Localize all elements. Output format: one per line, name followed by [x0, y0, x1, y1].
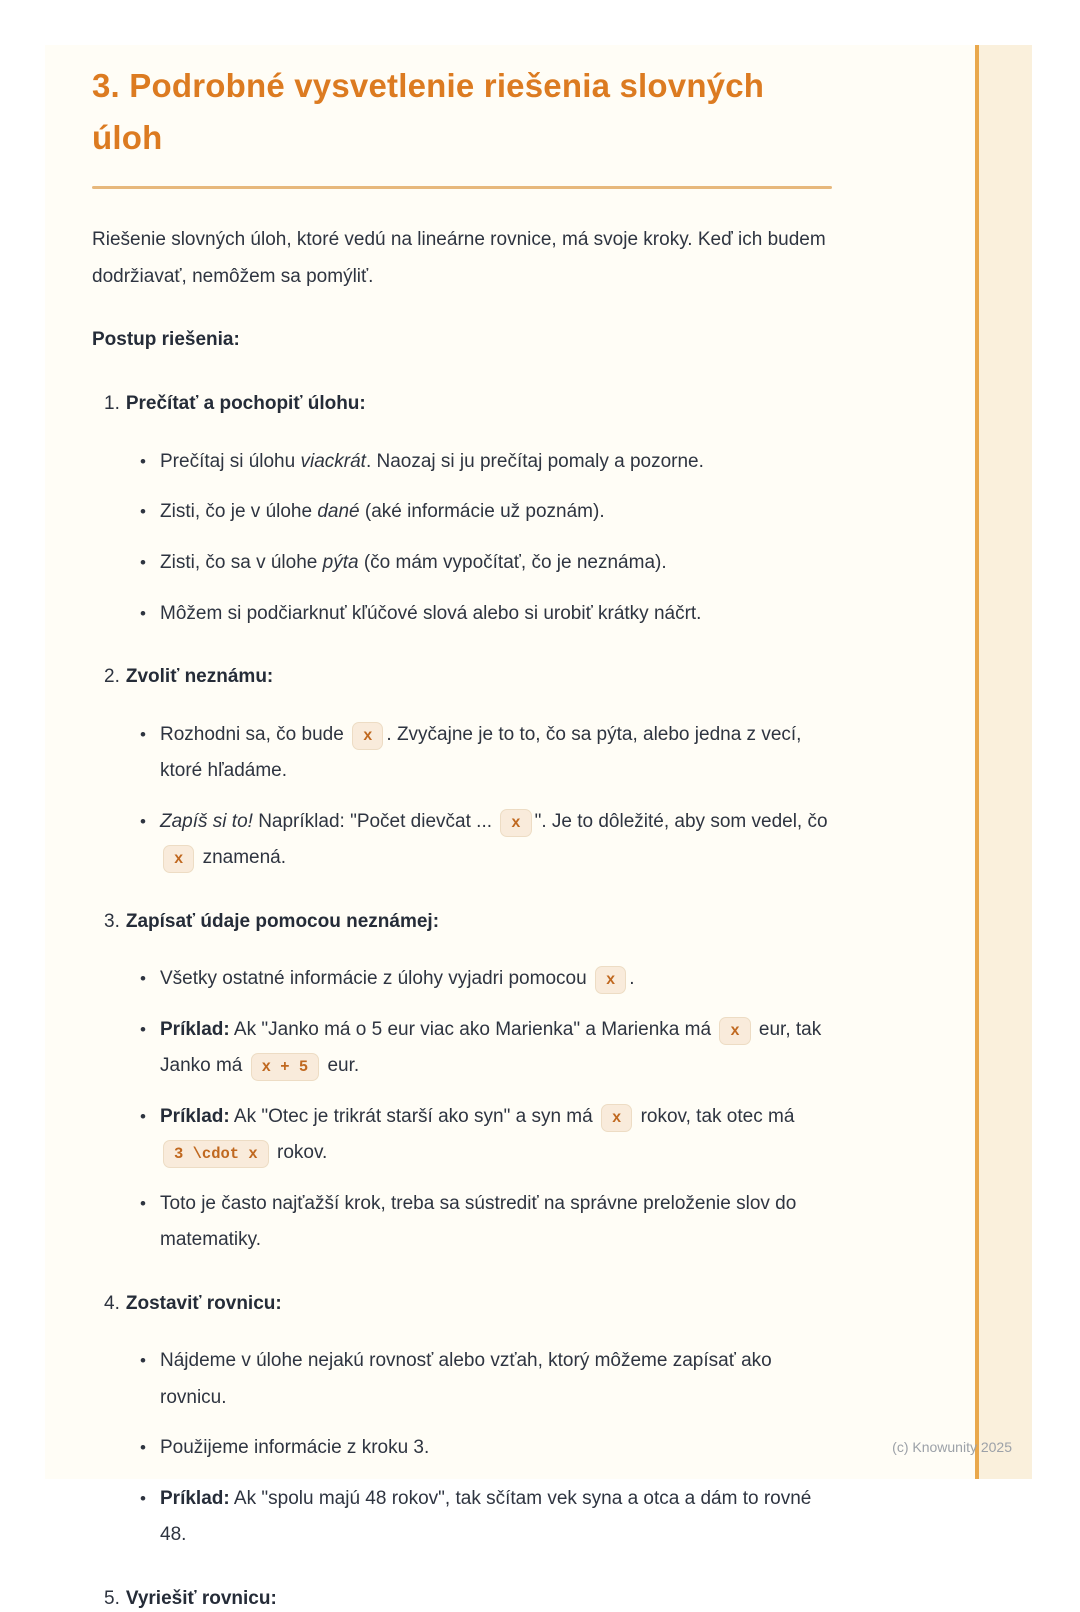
inline-code-chip: x + 5	[251, 1053, 320, 1081]
step-number: 3.	[104, 910, 120, 932]
bullet-marker: •	[140, 724, 146, 744]
bullet-marker: •	[140, 1438, 146, 1458]
bullet-marker: •	[140, 969, 146, 989]
bold-label: Príklad:	[160, 1105, 230, 1127]
inline-code-chip: x	[719, 1017, 750, 1045]
bullet-marker: •	[140, 603, 146, 623]
bullet-item	[140, 1481, 832, 1554]
bullet-item	[140, 1343, 832, 1416]
bullet-marker: •	[140, 811, 146, 831]
step-head	[92, 909, 832, 936]
step-head	[92, 1586, 832, 1612]
document-content	[92, 45, 832, 1612]
bullet-item	[140, 596, 832, 633]
emphasis-text: viackrát	[300, 450, 366, 472]
inline-code-chip: x	[601, 1104, 632, 1132]
bullet-text: Zisti, čo sa v úlohe pýta (čo mám vypočítať, čo je neznáma).	[160, 552, 667, 574]
bullet-text: Príklad: Ak "Otec je trikrát starší ako syn" a syn má x rokov, tak otec má 3 \cdot x rokov.	[160, 1099, 832, 1172]
step-title: Zapísať údaje pomocou neznámej:	[125, 910, 440, 932]
bullet-text: Prečítaj si úlohu viackrát. Naozaj si ju prečítaj pomaly a pozorne.	[160, 450, 704, 472]
bullet-marker: •	[140, 1106, 146, 1126]
inline-code-chip: x	[500, 809, 531, 837]
step-head	[92, 391, 832, 418]
steps-list	[92, 391, 832, 1612]
accent-strip	[975, 45, 1032, 1479]
step-title: Zostaviť rovnicu:	[125, 1292, 282, 1314]
bullet-text: Príklad: Ak "spolu majú 48 rokov", tak sčítam vek syna a otca a dám to rovné 48.	[160, 1487, 812, 1546]
bullet-list	[92, 444, 832, 632]
step-number: 4.	[104, 1292, 120, 1314]
bullet-marker: •	[140, 1193, 146, 1213]
bold-label: Príklad:	[160, 1487, 230, 1509]
footer-credit: (c) Knowunity 2025	[892, 1439, 1012, 1455]
step-item	[92, 1586, 832, 1612]
step-number: 2.	[104, 666, 120, 688]
page-title: 3. Podrobné vysvetlenie riešenia slovných úloh	[92, 67, 765, 157]
bullet-item	[140, 717, 832, 790]
bullet-item	[140, 494, 832, 531]
step-item	[92, 1291, 832, 1554]
bullet-list	[92, 961, 832, 1258]
bullet-text: Zapíš si to! Napríklad: "Počet dievčat ... x ". Je to dôležité, aby som vedel, čo x znamená.	[160, 804, 832, 877]
bullet-marker: •	[140, 1019, 146, 1039]
inline-code-chip: x	[595, 966, 626, 994]
bullet-text: Toto je často najťažší krok, treba sa sústrediť na správne preloženie slov do matematiky.	[160, 1192, 797, 1251]
bullet-marker: •	[140, 1488, 146, 1508]
bullet-marker: •	[140, 553, 146, 573]
step-item	[92, 909, 832, 1259]
step-number: 1.	[104, 393, 120, 415]
document-card	[45, 45, 1032, 1609]
bullet-item	[140, 1099, 832, 1172]
bullet-text: Príklad: Ak "Janko má o 5 eur viac ako Marienka" a Marienka má x eur, tak Janko má x + 5 eur.	[160, 1012, 832, 1085]
bullet-item	[140, 1012, 832, 1085]
step-item	[92, 391, 832, 632]
emphasis-text: Zapíš si to!	[160, 810, 253, 832]
emphasis-text: pýta	[322, 552, 359, 574]
bullet-text: Použijeme informácie z kroku 3.	[160, 1437, 430, 1459]
bullet-item	[140, 444, 832, 481]
emphasis-text: dané	[317, 501, 360, 523]
step-title: Zvoliť neznámu:	[125, 666, 274, 688]
bullet-marker: •	[140, 502, 146, 522]
step-item	[92, 664, 832, 876]
bullet-text: Rozhodni sa, čo bude x . Zvyčajne je to to, čo sa pýta, alebo jedna z vecí, ktoré hľadáme.	[160, 723, 802, 782]
bold-label: Príklad:	[160, 1018, 230, 1040]
bullet-text: Všetky ostatné informácie z úlohy vyjadri pomocou x .	[160, 961, 832, 998]
bullet-text: Nájdeme v úlohe nejakú rovnosť alebo vzťah, ktorý môžeme zapísať ako rovnicu.	[160, 1350, 772, 1408]
bullet-text: Môžem si podčiarknuť kľúčové slová alebo si urobiť krátky náčrt.	[160, 602, 702, 624]
bullet-list	[92, 717, 832, 877]
bullet-item	[140, 1186, 832, 1259]
bullet-marker: •	[140, 451, 146, 471]
inline-code-chip: 3 \cdot x	[163, 1140, 269, 1168]
inline-code-chip: x	[352, 722, 383, 750]
step-head	[92, 1291, 832, 1318]
bullet-marker: •	[140, 1351, 146, 1371]
step-title: Prečítať a pochopiť úlohu:	[125, 393, 366, 415]
bullet-item	[140, 545, 832, 582]
bullet-item	[140, 1430, 832, 1467]
step-number: 5.	[104, 1587, 120, 1609]
steps-heading: Postup riešenia:	[92, 329, 240, 351]
step-head	[92, 664, 832, 691]
inline-code-chip: x	[163, 845, 194, 873]
bullet-list	[92, 1343, 832, 1553]
bullet-text: Zisti, čo je v úlohe dané (aké informácie už poznám).	[160, 501, 605, 523]
bullet-item	[140, 961, 832, 998]
bullet-item	[140, 804, 832, 877]
intro-paragraph: Riešenie slovných úloh, ktoré vedú na lineárne rovnice, má svoje kroky. Keď ich budem dodržiavať, nemôžem sa pomýliť.	[92, 229, 826, 288]
step-title: Vyriešiť rovnicu:	[125, 1587, 277, 1609]
title-divider	[92, 186, 832, 189]
